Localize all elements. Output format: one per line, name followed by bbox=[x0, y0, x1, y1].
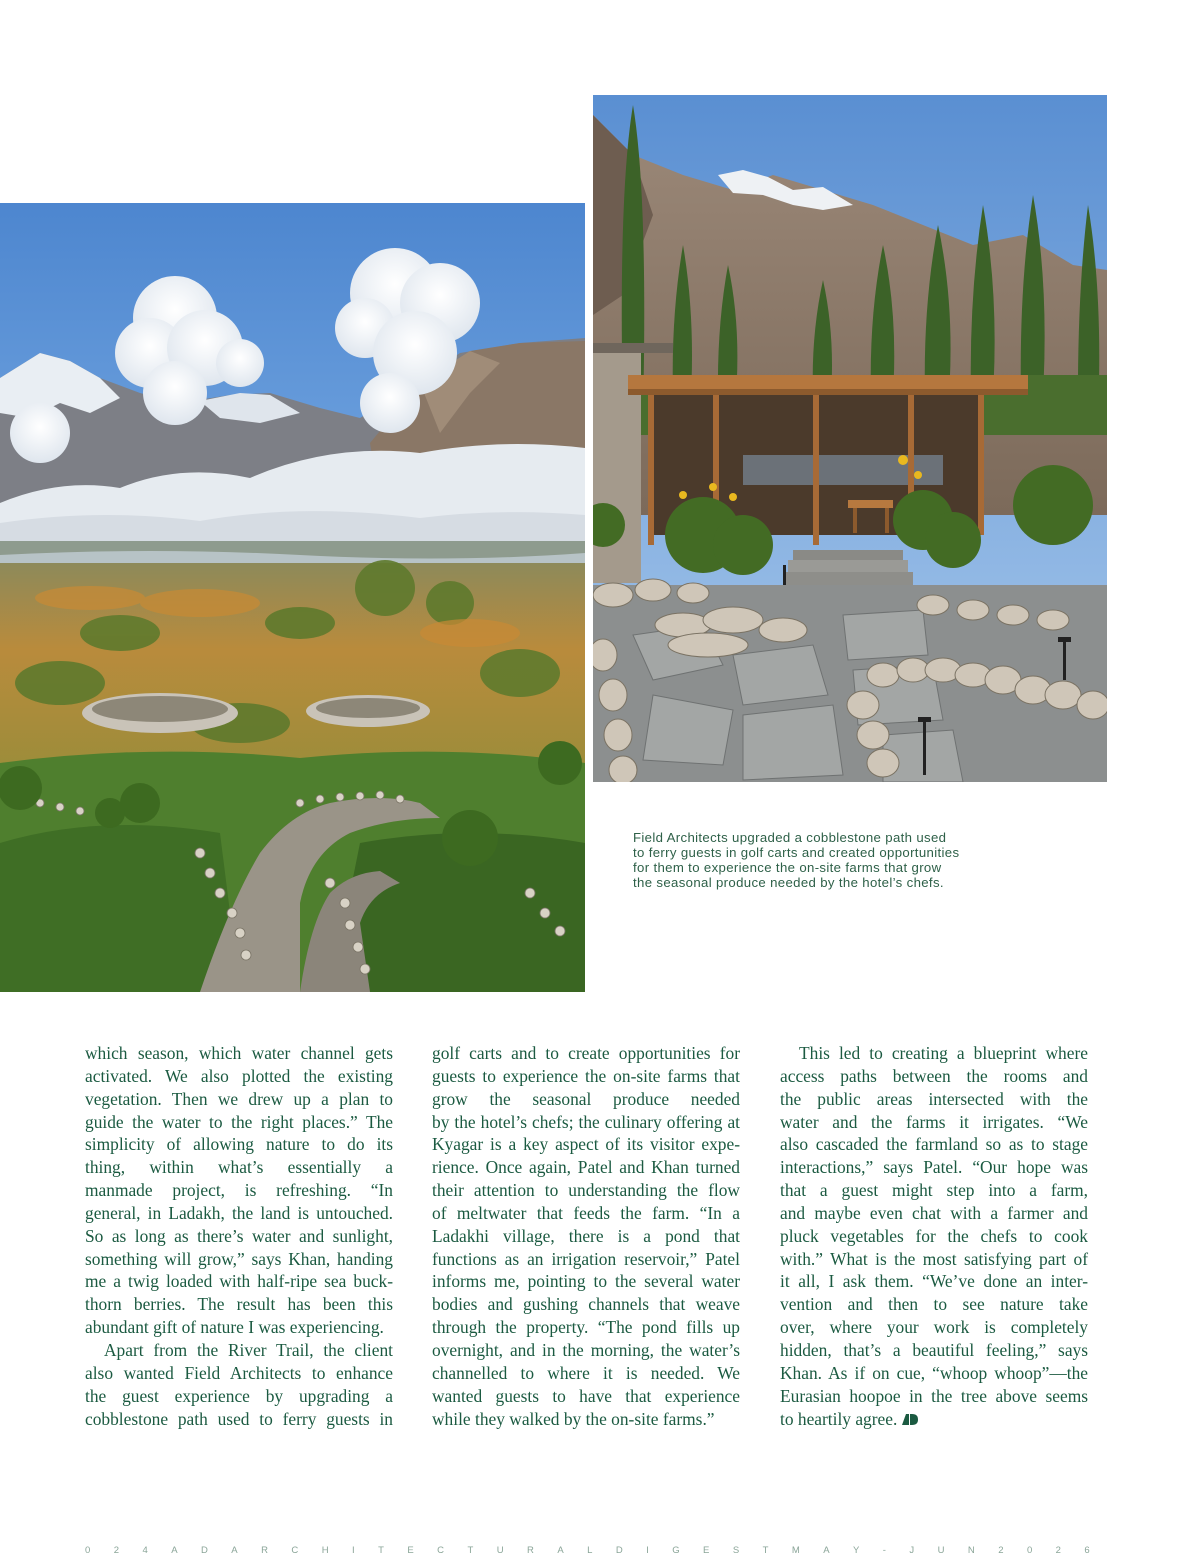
text-line: cobblestone path used to ferry guests in bbox=[85, 1408, 393, 1429]
text-line: something will grow,” says Khan, handing bbox=[85, 1248, 393, 1269]
text-line: over, where your work is completely bbox=[780, 1317, 1088, 1338]
text-line: activated. We also plotted the existing bbox=[85, 1065, 393, 1086]
footer-char: R bbox=[261, 1545, 268, 1556]
text-line: So as long as there’s water and sunlight, bbox=[85, 1225, 393, 1246]
footer-char: E bbox=[407, 1545, 414, 1556]
footer-char: G bbox=[672, 1545, 680, 1556]
footer-char: C bbox=[291, 1545, 299, 1556]
text-line: water and the farms it irrigates. “We bbox=[780, 1111, 1088, 1132]
text-line: by the hotel’s chefs; the culinary offering at bbox=[432, 1111, 740, 1132]
caption-line: to ferry guests in golf carts and created opportunities bbox=[633, 845, 960, 860]
footer-char: 2 bbox=[998, 1545, 1004, 1556]
text-line: This led to creating a blueprint where bbox=[799, 1043, 1088, 1063]
text-line: interactions,” says Patel. “Our hope was bbox=[780, 1157, 1088, 1178]
text-line: rience. Once again, Patel and Khan turned bbox=[432, 1157, 740, 1178]
photo-caption bbox=[633, 830, 1033, 890]
text-line: access paths between the rooms and bbox=[780, 1065, 1088, 1086]
article-column-1 bbox=[85, 1042, 393, 1430]
footer-char: A bbox=[231, 1545, 238, 1556]
article-column-3 bbox=[780, 1042, 1088, 1430]
footer-char: H bbox=[321, 1545, 329, 1556]
text-line: me a twig loaded with half-ripe sea buck- bbox=[85, 1271, 393, 1292]
text-line: the guest experience by upgrading a bbox=[85, 1385, 393, 1406]
text-line: also cascaded the farmland so as to stage bbox=[780, 1134, 1088, 1155]
footer-char: A bbox=[823, 1545, 830, 1556]
footer-char: C bbox=[437, 1545, 444, 1556]
footer-char: E bbox=[703, 1545, 710, 1556]
text-line: guests to experience the on-site farms that bbox=[432, 1065, 740, 1086]
footer-char: 0 bbox=[1026, 1545, 1033, 1556]
caption-line: for them to experience the on-site farms that grow bbox=[633, 860, 942, 875]
footer-char: A bbox=[171, 1545, 178, 1556]
footer-char: Y bbox=[853, 1545, 860, 1556]
article-column-2 bbox=[432, 1042, 740, 1430]
final-sentence: to heartily agree. bbox=[780, 1408, 898, 1429]
landscape-photo bbox=[0, 203, 585, 992]
text-line: it all, I ask them. “We’ve done an inter- bbox=[780, 1271, 1088, 1292]
text-line: Khan. As if on cue, “whoop whoop”—the bbox=[780, 1362, 1088, 1383]
text-line: their attention to understanding the flow bbox=[432, 1180, 740, 1201]
text-line: guide the water to the right places.” The bbox=[85, 1111, 393, 1132]
text-line: thorn berries. The result has been this bbox=[85, 1294, 393, 1315]
text-line: vegetation. Then we drew up a plan to bbox=[85, 1088, 393, 1109]
footer-char: 2 bbox=[1055, 1545, 1061, 1556]
footer-char: D bbox=[615, 1545, 623, 1556]
page-footer bbox=[85, 1546, 1090, 1555]
footer-char: I bbox=[352, 1545, 355, 1556]
text-line: bodies and gushing channels that weave bbox=[432, 1294, 740, 1315]
text-line: and maybe even chat with a farmer and bbox=[780, 1202, 1088, 1223]
footer-char: L bbox=[587, 1545, 593, 1556]
caption-line: the seasonal produce needed by the hotel’s chefs. bbox=[633, 875, 944, 890]
text-line: grow the seasonal produce needed bbox=[432, 1088, 740, 1109]
footer-char: 4 bbox=[142, 1545, 148, 1556]
text-line: while they walked by the on-site farms.” bbox=[432, 1408, 715, 1429]
footer-char: D bbox=[200, 1545, 208, 1556]
text-line: simplicity of allowing nature to do its bbox=[85, 1134, 393, 1155]
footer-char: T bbox=[378, 1545, 384, 1556]
text-line: that a guest might step into a farm, bbox=[780, 1180, 1088, 1201]
footer-char: U bbox=[496, 1545, 504, 1556]
footer-char: - bbox=[882, 1545, 886, 1556]
text-line: Apart from the River Trail, the client bbox=[104, 1339, 393, 1360]
text-line: Kyagar is a key aspect of its visitor expe- bbox=[432, 1134, 740, 1155]
footer-char: S bbox=[732, 1545, 740, 1556]
text-line: which season, which water channel gets bbox=[85, 1043, 393, 1063]
footer-char: N bbox=[967, 1545, 975, 1556]
text-line: golf carts and to create opportunities for bbox=[432, 1043, 740, 1063]
text-line: abundant gift of nature I was experiencing. bbox=[85, 1317, 384, 1338]
text-line: through the property. “The pond fills up bbox=[432, 1317, 740, 1338]
pavilion-photo bbox=[593, 95, 1107, 782]
text-line bbox=[780, 1408, 1088, 1431]
text-line: overnight, and in the morning, the water’s bbox=[432, 1339, 740, 1360]
footer-char: T bbox=[762, 1545, 769, 1556]
text-line: with.” What is the most satisfying part of bbox=[780, 1248, 1088, 1269]
footer-char: I bbox=[646, 1545, 649, 1556]
footer-char: 2 bbox=[113, 1545, 120, 1556]
ad-logo-icon bbox=[902, 1414, 918, 1425]
footer-char: 0 bbox=[85, 1545, 91, 1556]
footer-char: 6 bbox=[1084, 1545, 1090, 1556]
text-line: also wanted Field Architects to enhance bbox=[85, 1362, 393, 1383]
text-line: channelled to where it is needed. We bbox=[432, 1362, 740, 1383]
text-line: Eurasian hoopoe in the tree above seems bbox=[780, 1385, 1088, 1406]
footer-char: R bbox=[527, 1545, 534, 1556]
text-line: manmade project, is refreshing. “In bbox=[85, 1180, 393, 1201]
footer-char: A bbox=[557, 1545, 564, 1556]
footer-char: T bbox=[467, 1545, 474, 1556]
text-line: of meltwater that feeds the farm. “In a bbox=[432, 1202, 740, 1223]
text-line: hidden, that’s a beautiful feeling,” says bbox=[780, 1339, 1088, 1360]
footer-char: M bbox=[791, 1545, 800, 1556]
text-line: functions as an irrigation reservoir,” Patel bbox=[432, 1248, 740, 1269]
caption-line: Field Architects upgraded a cobblestone path used bbox=[633, 830, 947, 845]
footer-char: U bbox=[937, 1545, 945, 1556]
text-line: general, in Ladakh, the land is untouched. bbox=[85, 1202, 393, 1223]
text-line: vention and then to see nature take bbox=[780, 1294, 1088, 1315]
text-line: pluck vegetables for the chefs to cook bbox=[780, 1225, 1088, 1246]
text-line: thing, within what’s essentially a bbox=[85, 1157, 393, 1178]
text-line: informs me, pointing to the several water bbox=[432, 1271, 740, 1292]
footer-char: J bbox=[909, 1545, 915, 1556]
text-line: the public areas intersected with the bbox=[780, 1088, 1088, 1109]
text-line: Ladakhi village, there is a pond that bbox=[432, 1225, 740, 1246]
text-line: wanted guests to have that experience bbox=[432, 1385, 740, 1406]
